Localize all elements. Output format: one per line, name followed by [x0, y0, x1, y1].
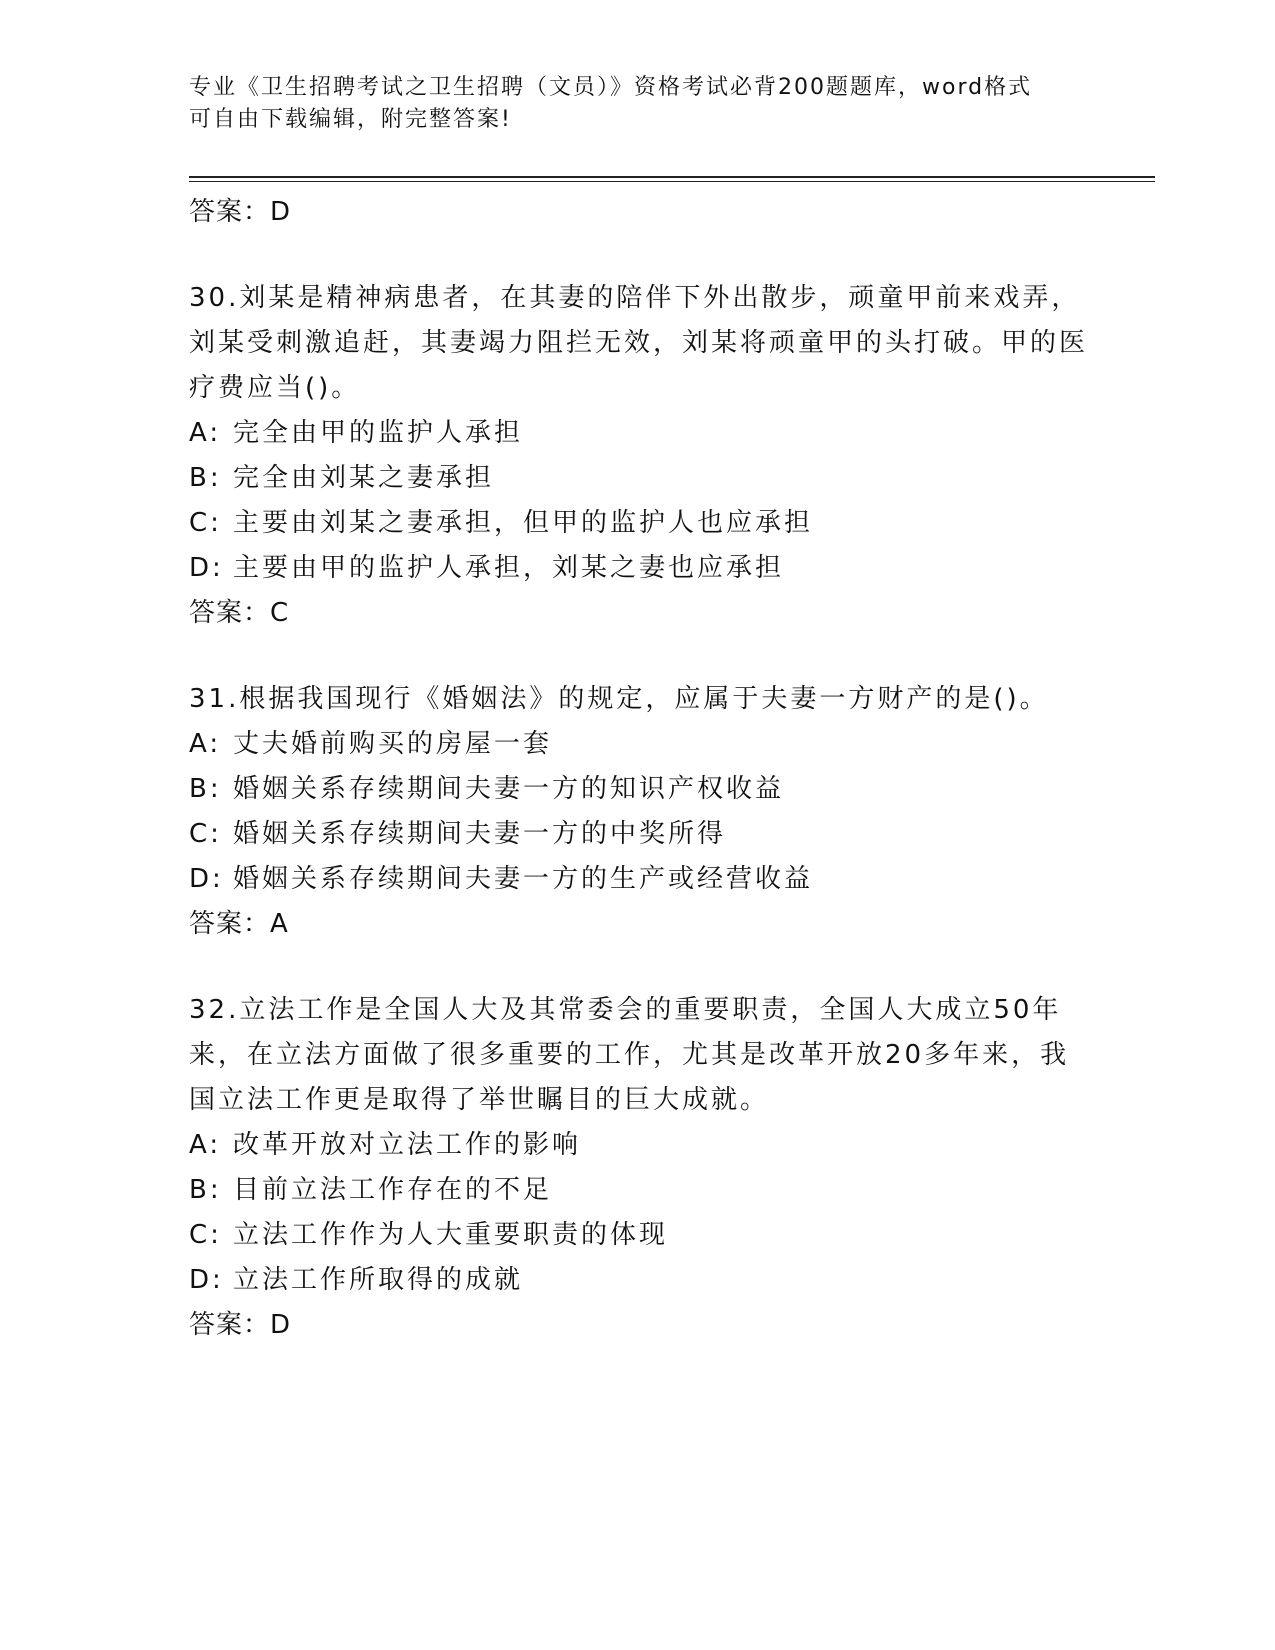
option-c: [189, 812, 1089, 857]
option-d: [189, 1258, 1089, 1303]
question-list: [189, 190, 1089, 1347]
option-c: [189, 1213, 1089, 1258]
option-letter: D:: [189, 553, 224, 583]
option-text: 改革开放对立法工作的影响: [233, 1130, 582, 1160]
question-stem: 32.立法工作是全国人大及其常委会的重要职责，全国人大成立50年来，在立法方面做了很多重要的工作，尤其是改革开放20多年来，我国立法工作更是取得了举世瞩目的巨大成就。: [189, 995, 1070, 1115]
option-letter: D:: [189, 1265, 224, 1295]
option-letter: C:: [189, 508, 222, 538]
page-header: [189, 72, 1089, 136]
option-text: 婚姻关系存续期间夫妻一方的知识产权收益: [233, 774, 785, 804]
header-line-2: 可自由下载编辑，附完整答案!: [189, 107, 512, 132]
option-letter: C:: [189, 1220, 222, 1250]
option-text: 完全由刘某之妻承担: [233, 463, 495, 493]
header-divider-thin: [189, 181, 1155, 182]
option-text: 主要由甲的监护人承担，刘某之妻也应承担: [233, 553, 785, 583]
option-letter: A:: [189, 418, 222, 448]
option-text: 婚姻关系存续期间夫妻一方的生产或经营收益: [233, 864, 814, 894]
question-stem: 31.根据我国现行《婚姻法》的规定，应属于夫妻一方财产的是()。: [189, 684, 1049, 714]
option-letter: B:: [189, 1175, 222, 1205]
option-text: 目前立法工作存在的不足: [233, 1175, 553, 1205]
option-letter: B:: [189, 774, 222, 804]
option-a: [189, 1123, 1089, 1168]
header-line-1: 专业《卫生招聘考试之卫生招聘（文员）》资格考试必背200题题库，word格式: [189, 75, 1033, 100]
option-text: 丈夫婚前购买的房屋一套: [233, 729, 553, 759]
question-stem: 30.刘某是精神病患者，在其妻的陪伴下外出散步，顽童甲前来戏弄，刘某受刺激追赶，其妻竭力阻拦无效，刘某将顽童甲的头打破。甲的医疗费应当()。: [189, 283, 1089, 403]
option-d: [189, 857, 1089, 902]
option-letter: D:: [189, 864, 224, 894]
option-letter: A:: [189, 1130, 222, 1160]
option-text: 主要由刘某之妻承担，但甲的监护人也应承担: [233, 508, 814, 538]
option-b: [189, 456, 1089, 501]
option-d: [189, 546, 1089, 591]
answer-line-previous: 答案：D: [189, 197, 292, 227]
answer-line: 答案：A: [189, 909, 289, 939]
option-letter: A:: [189, 729, 222, 759]
option-text: 婚姻关系存续期间夫妻一方的中奖所得: [233, 819, 727, 849]
option-text: 立法工作所取得的成就: [233, 1265, 524, 1295]
option-c: [189, 501, 1089, 546]
answer-line: 答案：D: [189, 1310, 292, 1340]
option-letter: B:: [189, 463, 222, 493]
question-30: [189, 276, 1089, 635]
header-divider-thick: [189, 176, 1155, 178]
option-b: [189, 767, 1089, 812]
option-letter: C:: [189, 819, 222, 849]
option-a: [189, 722, 1089, 767]
question-32: [189, 988, 1089, 1347]
option-text: 完全由甲的监护人承担: [233, 418, 524, 448]
answer-line: 答案：C: [189, 598, 290, 628]
question-31: [189, 677, 1089, 946]
option-text: 立法工作作为人大重要职责的体现: [233, 1220, 669, 1250]
option-a: [189, 411, 1089, 456]
option-b: [189, 1168, 1089, 1213]
